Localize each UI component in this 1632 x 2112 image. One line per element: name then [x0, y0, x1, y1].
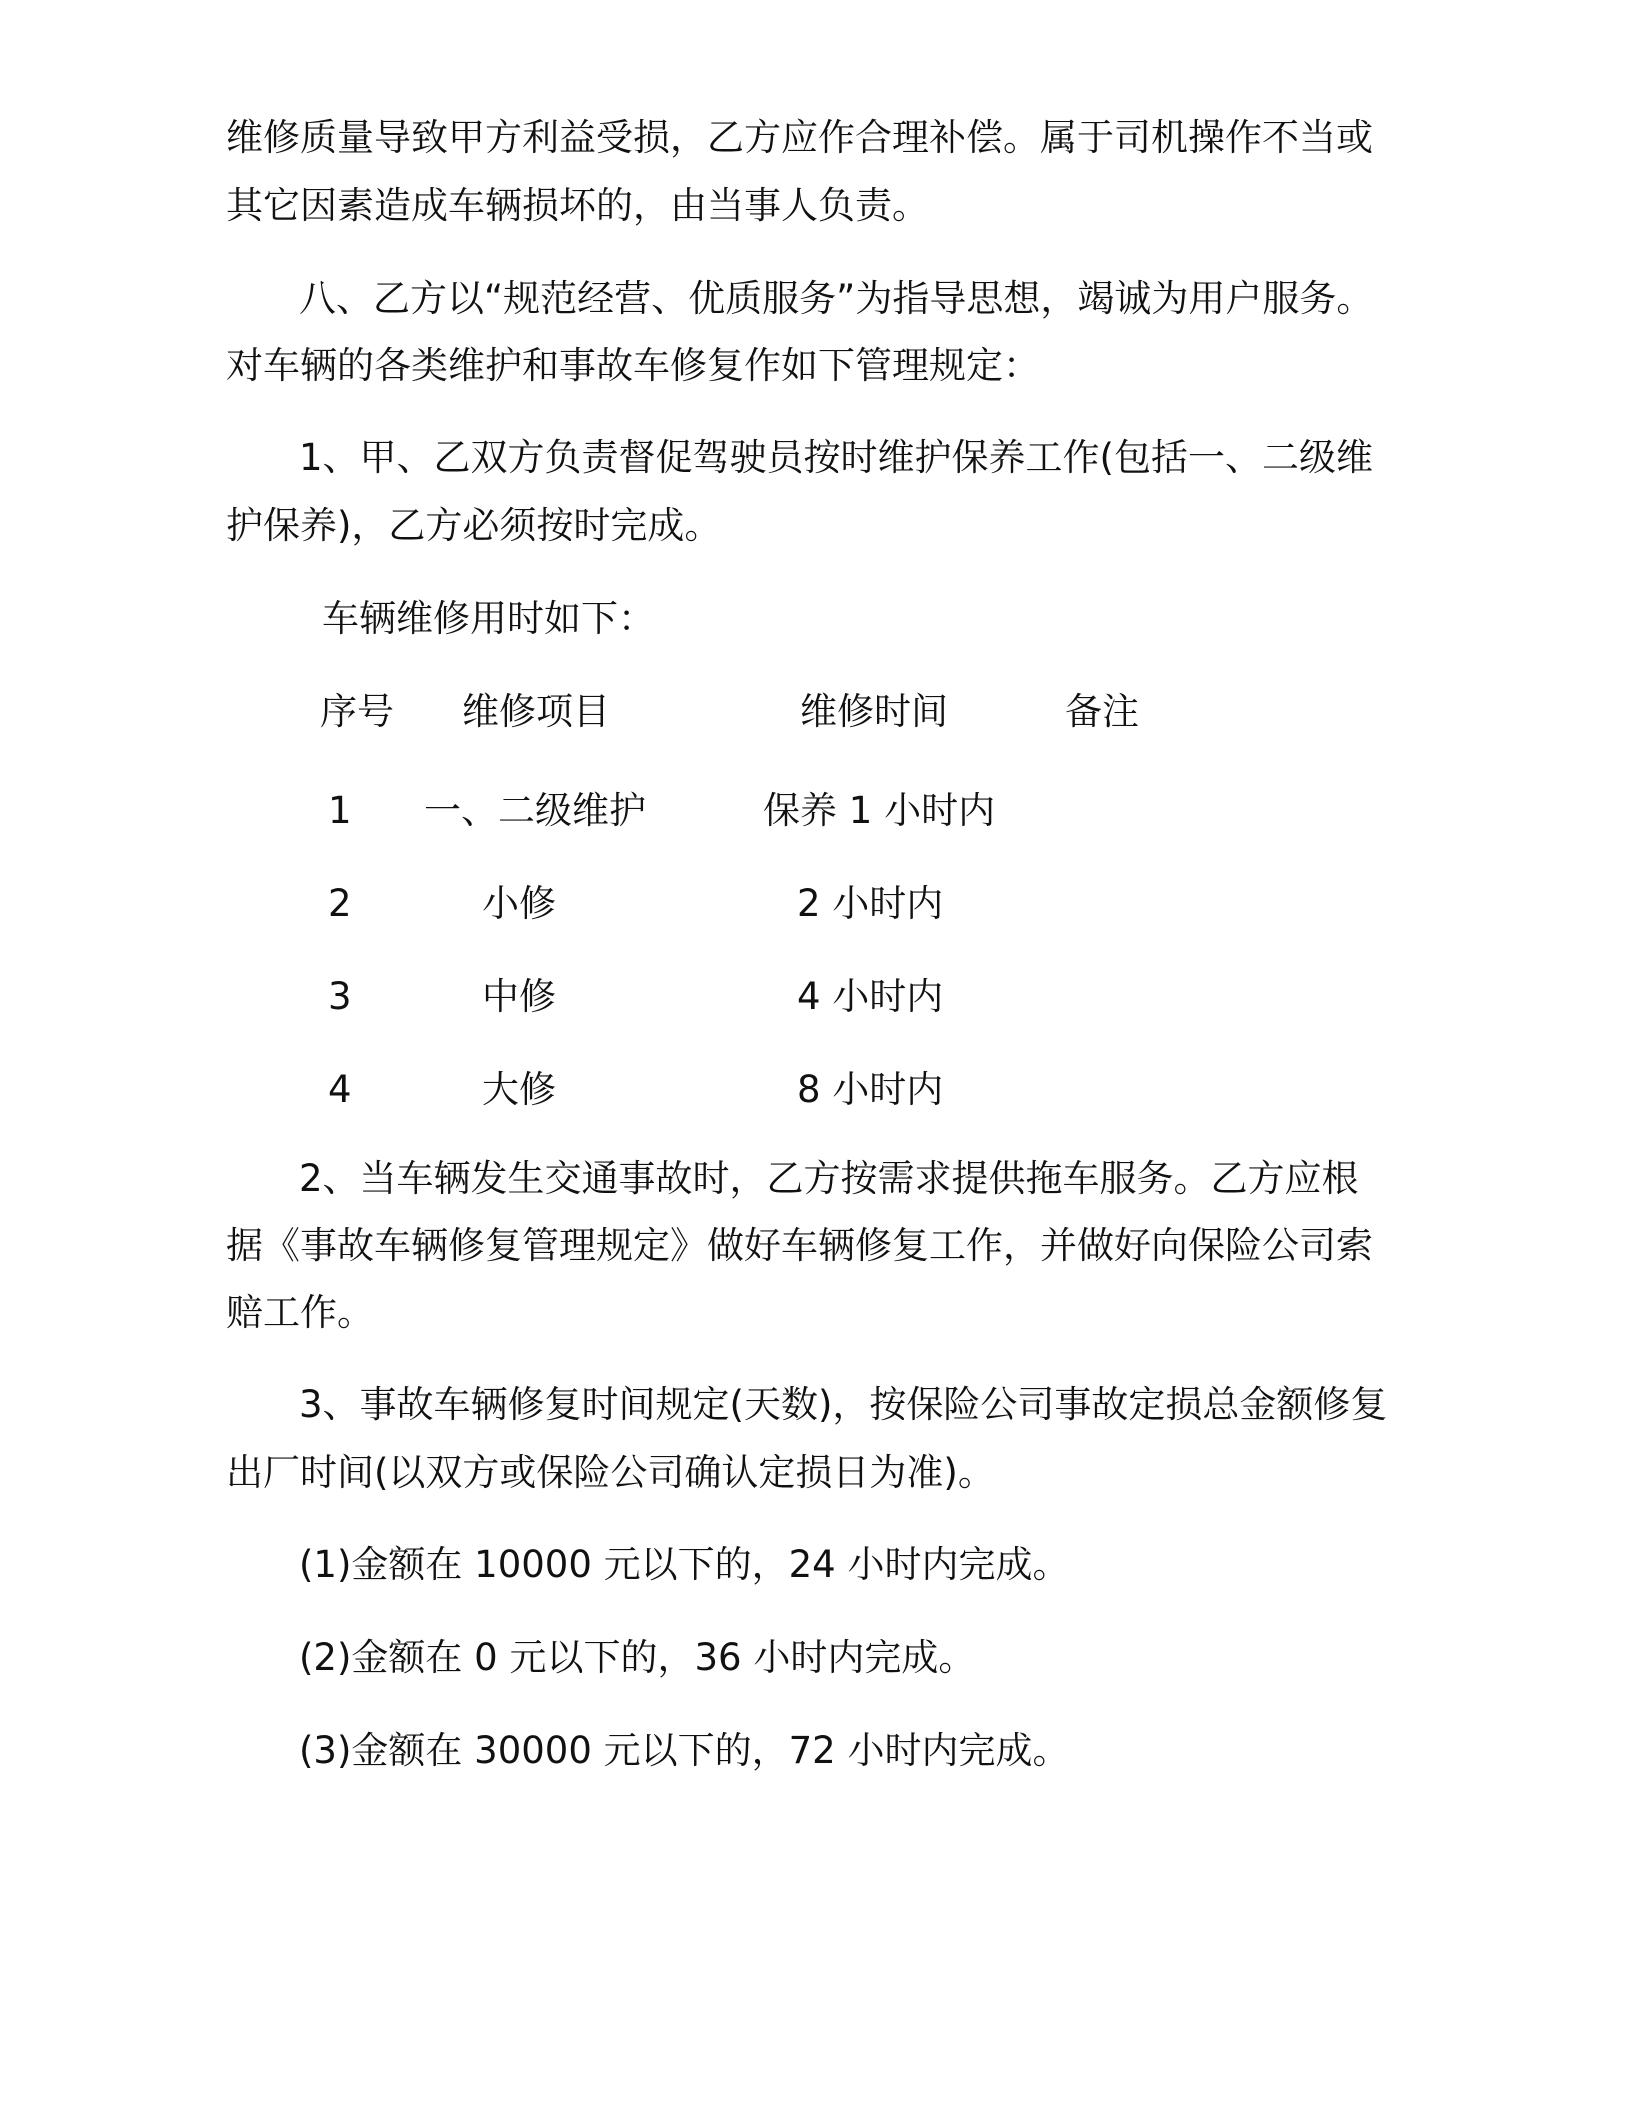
table-cell-no: 1	[328, 789, 352, 832]
paragraph-line: 维修质量导致甲方利益受损，乙方应作合理补偿。属于司机操作不当或	[226, 116, 1373, 159]
paragraph-line: 其它因素造成车辆损坏的，由当事人负责。	[226, 184, 929, 227]
paragraph-line: 据《事故车辆修复管理规定》做好车辆修复工作，并做好向保险公司索	[226, 1224, 1373, 1267]
list-item: (2)金额在 0 元以下的，36 小时内完成。	[299, 1636, 976, 1679]
table-cell-time: 8 小时内	[797, 1068, 944, 1111]
paragraph-line: 八、乙方以“规范经营、优质服务”为指导思想，竭诚为用户服务。	[299, 277, 1374, 320]
table-cell-item: 一、二级维护	[424, 789, 646, 832]
paragraph-line: 赔工作。	[226, 1291, 374, 1334]
list-item: (3)金额在 30000 元以下的，72 小时内完成。	[299, 1729, 1070, 1772]
table-cell-item: 小修	[482, 882, 556, 925]
paragraph-line: 1、甲、乙双方负责督促驾驶员按时维护保养工作(包括一、二级维	[299, 436, 1373, 479]
table-header-no: 序号	[320, 690, 394, 733]
table-cell-time: 2 小时内	[797, 882, 944, 925]
table-cell-item: 大修	[482, 1068, 556, 1111]
table-cell-time: 4 小时内	[797, 975, 944, 1018]
table-cell-no: 4	[328, 1068, 352, 1111]
list-item: (1)金额在 10000 元以下的，24 小时内完成。	[299, 1543, 1070, 1586]
table-caption: 车辆维修用时如下：	[322, 597, 655, 640]
table-cell-no: 3	[328, 975, 352, 1018]
table-cell-time: 保养 1 小时内	[763, 789, 996, 832]
paragraph-line: 对车辆的各类维护和事故车修复作如下管理规定：	[226, 344, 1040, 387]
table-cell-item: 中修	[482, 975, 556, 1018]
paragraph-line: 3、事故车辆修复时间规定(天数)，按保险公司事故定损总金额修复	[299, 1383, 1388, 1426]
paragraph-line: 护保养)，乙方必须按时完成。	[226, 504, 722, 547]
table-header-item: 维修项目	[462, 690, 610, 733]
table-header-note: 备注	[1065, 690, 1139, 733]
paragraph-line: 2、当车辆发生交通事故时，乙方按需求提供拖车服务。乙方应根	[299, 1157, 1359, 1200]
table-header-time: 维修时间	[800, 690, 948, 733]
paragraph-line: 出厂时间(以双方或保险公司确认定损日为准)。	[226, 1451, 995, 1494]
table-cell-no: 2	[328, 882, 352, 925]
